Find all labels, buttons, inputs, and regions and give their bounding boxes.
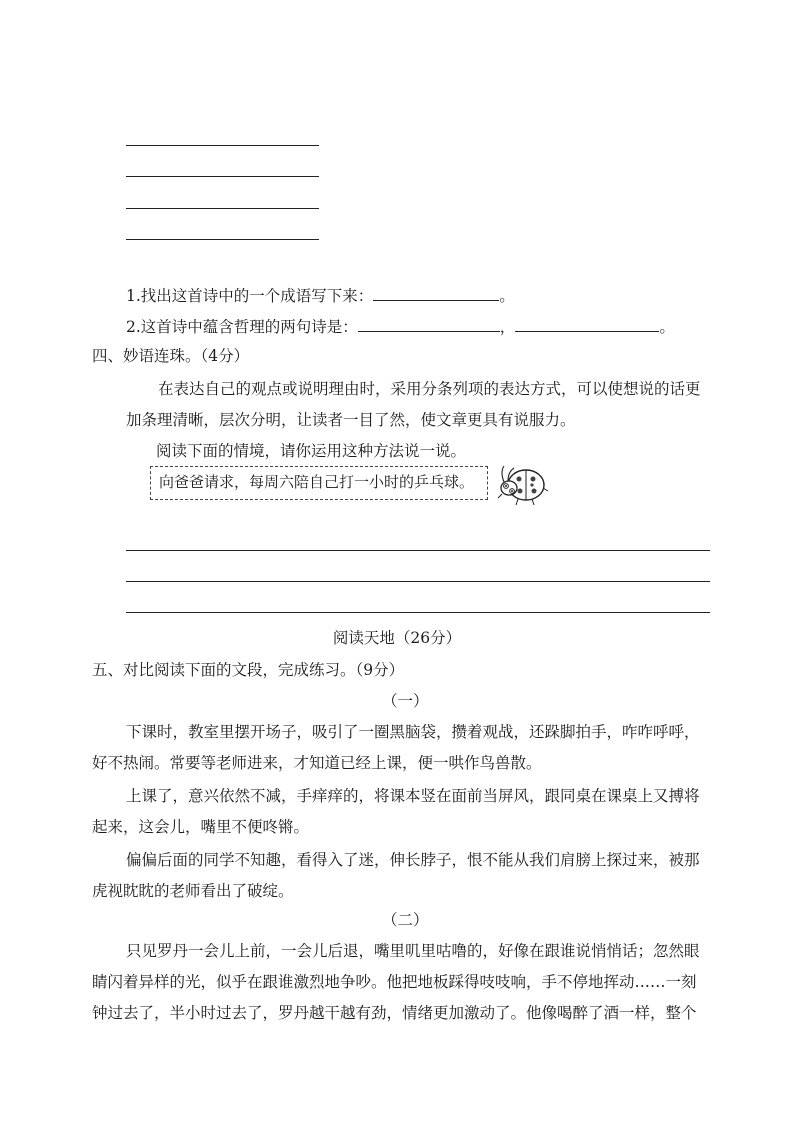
p3-line-2: 虎视眈眈的老师看出了破绽。 — [92, 882, 294, 900]
answer-line-3[interactable] — [126, 208, 319, 209]
p4-line-3: 钟过去了，半小时过去了，罗丹越干越有劲，情绪更加激动了。他像喝醉了酒一样，整个 — [92, 1004, 697, 1022]
section-4-heading: 四、妙语连珠。（4分） — [92, 347, 250, 365]
section-4-answer-line-3[interactable] — [126, 612, 710, 613]
answer-line-1[interactable] — [126, 145, 319, 146]
section-4-intro-line-1: 在表达自己的观点或说明理由时，采用分条列项的表达方式，可以使想说的话更 — [158, 380, 701, 398]
p3-line-1: 偏偏后面的同学不知趣，看得入了迷，伸长脖子，恨不能从我们肩膀上探过来，被那 — [126, 851, 700, 869]
part-2-label: （二） — [382, 911, 429, 929]
p1-line-2: 好不热闹。常要等老师进来，才知道已经上课，便一哄作鸟兽散。 — [92, 754, 542, 772]
p4-line-2: 睛闪着异样的光，似乎在跟谁激烈地争吵。他把地板踩得吱吱响，手不停地挥动……一刻 — [92, 973, 697, 991]
reading-title: 阅读天地（26分） — [332, 629, 462, 647]
p1-line-1: 下课时，教室里摆开场子，吸引了一圈黑脑袋，攒着观战，还跺脚拍手，咋咋呼呼， — [126, 723, 700, 741]
answer-line-2[interactable] — [126, 176, 319, 177]
section-4-answer-line-1[interactable] — [126, 550, 710, 551]
p2-line-1: 上课了，意兴依然不减，手痒痒的，将课本竖在面前当屏风，跟同桌在课桌上又搏将 — [126, 787, 700, 805]
section-4-answer-line-2[interactable] — [126, 581, 710, 582]
question-1: 1.找出这首诗中的一个成语写下来： 。 — [126, 284, 515, 307]
question-1-blank[interactable] — [373, 284, 499, 301]
question-2-blank-1[interactable] — [358, 315, 500, 332]
section-5-heading: 五、对比阅读下面的文段，完成练习。（9分） — [92, 661, 405, 679]
question-1-text: 1.找出这首诗中的一个成语写下来： — [126, 287, 374, 305]
scenario-box — [150, 466, 488, 500]
section-4-intro-line-2: 加条理清晰，层次分明，让读者一目了然，使文章更具有说服力。 — [126, 411, 576, 429]
question-2-blank-2[interactable] — [515, 315, 659, 332]
question-2: 2.这首诗中蕴含哲理的两句诗是： ， 。 — [126, 315, 675, 338]
part-1-label: （一） — [382, 692, 429, 710]
question-2-text: 2.这首诗中蕴含哲理的两句诗是： — [126, 318, 358, 336]
section-4-instruction: 阅读下面的情境，请你运用这种方法说一说。 — [156, 442, 467, 460]
p2-line-2: 起来，这会儿，嘴里不便咚锵。 — [92, 818, 310, 836]
scenario-text: 向爸爸请求，每周六陪自己打一小时的乒乓球。 — [159, 473, 475, 491]
ladybug-icon — [492, 458, 552, 508]
p4-line-1: 只见罗丹一会儿上前，一会儿后退，嘴里叽里咕噜的，好像在跟谁说悄悄话；忽然眼 — [126, 942, 700, 960]
answer-line-4[interactable] — [126, 239, 319, 240]
